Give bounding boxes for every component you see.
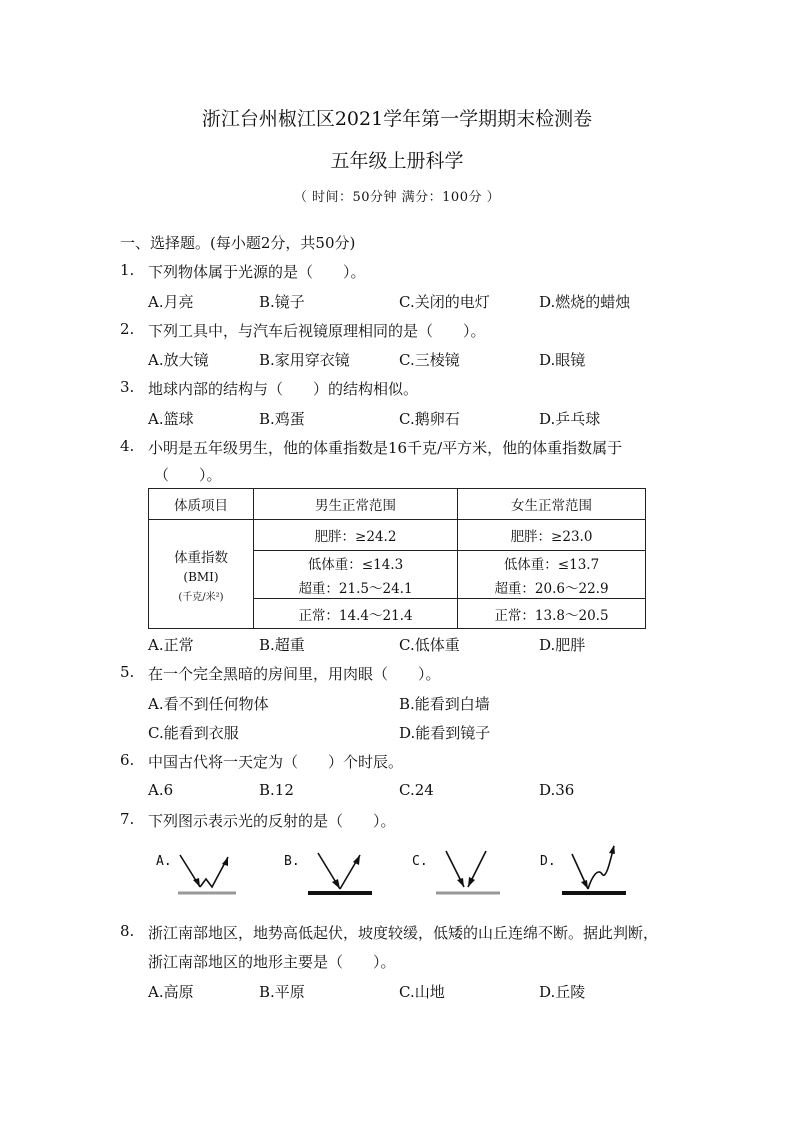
table-header-female: 女生正常范围 <box>458 489 646 520</box>
exam-meta: （ 时间：50分钟 满分：100分 ） <box>293 190 501 205</box>
option-a[interactable]: A.看不到任何物体 <box>148 695 269 713</box>
option-d[interactable]: D.丘陵 <box>539 983 586 1001</box>
option-d[interactable]: D.眼镜 <box>539 351 586 369</box>
figure-c-inward-rays-icon <box>430 845 504 897</box>
table-row-label <box>149 520 254 629</box>
question-text-continued: （ ）。 <box>154 466 222 484</box>
female-underweight: 低体重：≤13.7 <box>503 556 600 573</box>
question-number: 5. <box>120 663 135 681</box>
option-a[interactable]: A.月亮 <box>148 293 194 311</box>
option-d[interactable]: D.能看到镜子 <box>399 724 491 742</box>
table-cell-male-obese: 肥胖：≥24.2 <box>254 520 458 551</box>
section-title: 一、选择题。(每小题2分，共50分) <box>120 234 356 252</box>
option-c[interactable]: C.24 <box>399 781 434 799</box>
option-a[interactable]: A.放大镜 <box>148 351 209 369</box>
table-cell-female-obese: 肥胖：≥23.0 <box>458 520 646 551</box>
row-label-line3: (千克/米²) <box>178 591 224 603</box>
exam-title: 浙江台州椒江区2021学年第一学期期末检测卷 <box>201 108 593 130</box>
option-a[interactable]: A. <box>156 854 172 869</box>
question-number: 3. <box>120 378 135 396</box>
question-text: 在一个完全黑暗的房间里，用肉眼（ ）。 <box>148 665 441 683</box>
option-d[interactable]: D. <box>540 854 556 869</box>
option-d[interactable]: D.燃烧的蜡烛 <box>539 293 631 311</box>
question-number: 6. <box>120 751 135 769</box>
figure-d-curved-reflection-icon <box>556 840 630 898</box>
option-b[interactable]: B.12 <box>259 781 294 799</box>
option-b[interactable]: B.平原 <box>259 983 305 1001</box>
option-c[interactable]: C. <box>412 854 428 869</box>
question-number: 4. <box>120 437 135 455</box>
option-b[interactable]: B.镜子 <box>259 293 305 311</box>
bmi-table <box>148 488 646 629</box>
option-b[interactable]: B.家用穿衣镜 <box>259 351 350 369</box>
option-c[interactable]: C.鹅卵石 <box>399 410 460 428</box>
question-text: 下列工具中，与汽车后视镜原理相同的是（ ）。 <box>148 322 486 340</box>
option-c[interactable]: C.能看到衣服 <box>148 724 239 742</box>
option-c[interactable]: C.关闭的电灯 <box>399 293 490 311</box>
female-overweight: 超重：20.6～22.9 <box>494 580 609 597</box>
question-number: 7. <box>120 810 135 828</box>
option-b[interactable]: B.鸡蛋 <box>259 410 305 428</box>
option-a[interactable]: A.6 <box>148 781 174 799</box>
table-cell-female-weight <box>458 551 646 599</box>
question-text: 中国古代将一天定为（ ）个时辰。 <box>148 753 404 771</box>
table-cell-female-normal: 正常：13.8～20.5 <box>458 599 646 629</box>
figure-a-zigzag-reflection-icon <box>170 845 240 897</box>
table-header-male: 男生正常范围 <box>254 489 458 520</box>
question-number: 1. <box>120 261 135 279</box>
option-a[interactable]: A.正常 <box>148 636 194 654</box>
option-d[interactable]: D.肥胖 <box>539 636 586 654</box>
option-a[interactable]: A.高原 <box>148 983 194 1001</box>
row-label-line2: (BMI) <box>183 569 219 584</box>
table-cell-male-weight <box>254 551 458 599</box>
option-c[interactable]: C.低体重 <box>399 636 460 654</box>
option-a[interactable]: A.篮球 <box>148 410 194 428</box>
question-number: 2. <box>120 320 135 338</box>
option-c[interactable]: C.三棱镜 <box>399 351 460 369</box>
question-number: 8. <box>120 922 135 940</box>
option-d[interactable]: D.36 <box>539 781 575 799</box>
exam-subtitle: 五年级上册科学 <box>330 150 464 172</box>
male-underweight: 低体重：≤14.3 <box>307 556 404 573</box>
option-c[interactable]: C.山地 <box>399 983 445 1001</box>
row-label-line1: 体重指数 <box>174 549 228 566</box>
table-header-item: 体质项目 <box>149 489 254 520</box>
question-text: 浙江南部地区，地势高低起伏，坡度较缓，低矮的山丘连绵不断。据此判断， <box>148 924 659 942</box>
question-text: 地球内部的结构与（ ）的结构相似。 <box>148 380 419 398</box>
male-overweight: 超重：21.5～24.1 <box>298 580 413 597</box>
option-d[interactable]: D.乒乓球 <box>539 410 601 428</box>
question-text-continued: 浙江南部地区的地形主要是（ ）。 <box>148 953 396 971</box>
option-b[interactable]: B.能看到白墙 <box>399 695 490 713</box>
table-cell-male-normal: 正常：14.4～21.4 <box>254 599 458 629</box>
figure-b-reflection-icon <box>302 845 376 897</box>
question-text: 下列物体属于光源的是（ ）。 <box>148 263 366 281</box>
option-b[interactable]: B. <box>284 854 300 869</box>
option-b[interactable]: B.超重 <box>259 636 305 654</box>
question-text: 下列图示表示光的反射的是（ ）。 <box>148 812 396 830</box>
question-text: 小明是五年级男生，他的体重指数是16千克/平方米，他的体重指数属于 <box>148 439 623 457</box>
